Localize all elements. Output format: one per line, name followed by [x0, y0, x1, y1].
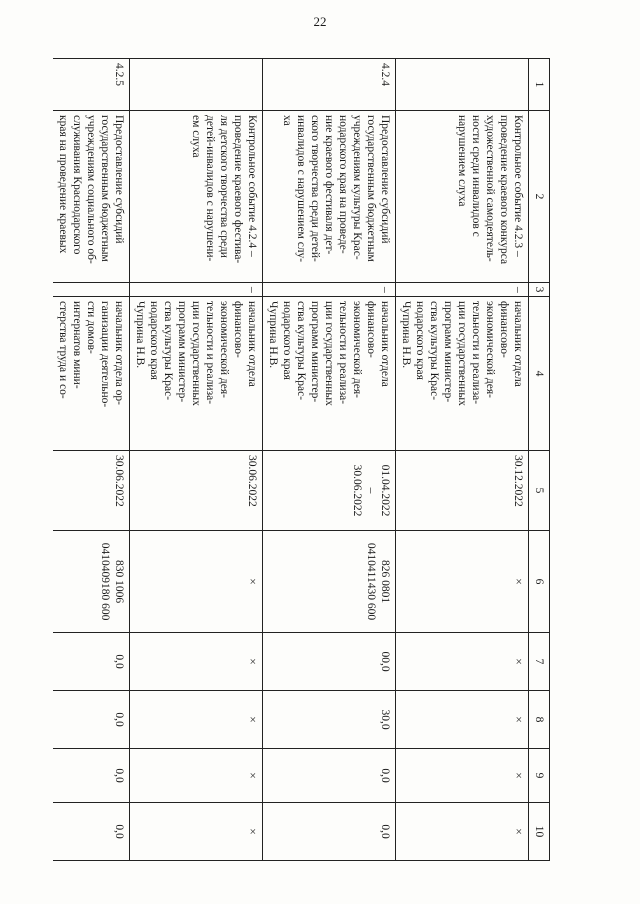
deadline: 30.12.2022 — [396, 451, 529, 531]
table-row — [396, 59, 529, 861]
deadline: 01.04.2022 – 30.06.2022 — [263, 451, 396, 531]
col-header-10: 10 — [529, 803, 550, 861]
col-header-7: 7 — [529, 633, 550, 691]
budget-code: × — [396, 531, 529, 633]
event-description: Контрольное событие 4.2.3 – проведение краевого конкурса художественной самодеятель- ности среди инвалидов с нарушением слуха — [396, 111, 529, 283]
value-col-7: 00,0 — [263, 633, 396, 691]
plan-table — [53, 58, 550, 861]
responsible-person: начальник отдела финансово- экономической дея- тельности и реализа- ции государственных программ министер- ства культуры Крас- нодарского края Чуприна Н.В. — [263, 297, 396, 451]
rotated-table-container — [57, 58, 550, 860]
row-number: 4.2.4 — [263, 59, 396, 111]
col-header-9: 9 — [529, 749, 550, 803]
value-col-10: × — [396, 803, 529, 861]
responsible-person: начальник отдела финансово- экономической дея- тельности и реализа- ции государственных программ министер- ства культуры Крас- нодарского края Чуприна Н.В. — [396, 297, 529, 451]
row-number: 4.2.5 — [53, 59, 130, 111]
col-header-6: 6 — [529, 531, 550, 633]
column-number-row — [529, 59, 550, 861]
col-header-5: 5 — [529, 451, 550, 531]
value-col-10: × — [130, 803, 263, 861]
value-col-9: × — [130, 749, 263, 803]
value-col-8: 30,0 — [263, 691, 396, 749]
value-col-8: 0,0 — [53, 691, 130, 749]
value-col-9: 0,0 — [53, 749, 130, 803]
value-col-9: × — [396, 749, 529, 803]
deadline: 30.06.2022 — [130, 451, 263, 531]
value-col-8: × — [130, 691, 263, 749]
event-description: Предоставление субсидий государственным бюджетным учреждениям социального об- служивания Краснодарского края на проведение краевых — [53, 111, 130, 283]
dash-cell — [53, 283, 130, 297]
col-header-1: 1 — [529, 59, 550, 111]
col-header-4: 4 — [529, 297, 550, 451]
dash-cell: – — [130, 283, 263, 297]
value-col-8: × — [396, 691, 529, 749]
value-col-7: × — [130, 633, 263, 691]
dash-cell: – — [263, 283, 396, 297]
event-description: Предоставление субсидий государственным бюджетным учреждениям культуры Крас- нодарского края на проведе- ние краевого фестиваля дет- ского творчества среди детей- инвалидов с нарушением слу- ха — [263, 111, 396, 283]
col-header-3: 3 — [529, 283, 550, 297]
page-number: 22 — [313, 14, 327, 29]
event-description: Контрольное событие 4.2.4 – проведение краевого фестива- ля детского творчества среди детей-инвалидов с нарушени- ем слуха — [130, 111, 263, 283]
budget-code: 830 1006 0410409180 600 — [53, 531, 130, 633]
value-col-10: 0,0 — [263, 803, 396, 861]
col-header-8: 8 — [529, 691, 550, 749]
value-col-7: 0,0 — [53, 633, 130, 691]
value-col-9: 0,0 — [263, 749, 396, 803]
budget-code: 826 0801 0410411430 600 — [263, 531, 396, 633]
row-number — [396, 59, 529, 111]
dash-cell: – — [396, 283, 529, 297]
row-number — [130, 59, 263, 111]
table-viewport — [57, 58, 550, 860]
responsible-person: начальник отдела ор- ганизации деятельно- сти домов- интернатов мини- стерства труда и со- — [53, 297, 130, 451]
deadline: 30.06.2022 — [53, 451, 130, 531]
table-row — [263, 59, 396, 861]
budget-code: × — [130, 531, 263, 633]
col-header-2: 2 — [529, 111, 550, 283]
value-col-7: × — [396, 633, 529, 691]
responsible-person: начальник отдела финансово- экономической дея- тельности и реализа- ции государственных программ министер- ства культуры Крас- нодарского края Чуприна Н.В. — [130, 297, 263, 451]
value-col-10: 0,0 — [53, 803, 130, 861]
table-row — [130, 59, 263, 861]
table-row — [53, 59, 130, 861]
